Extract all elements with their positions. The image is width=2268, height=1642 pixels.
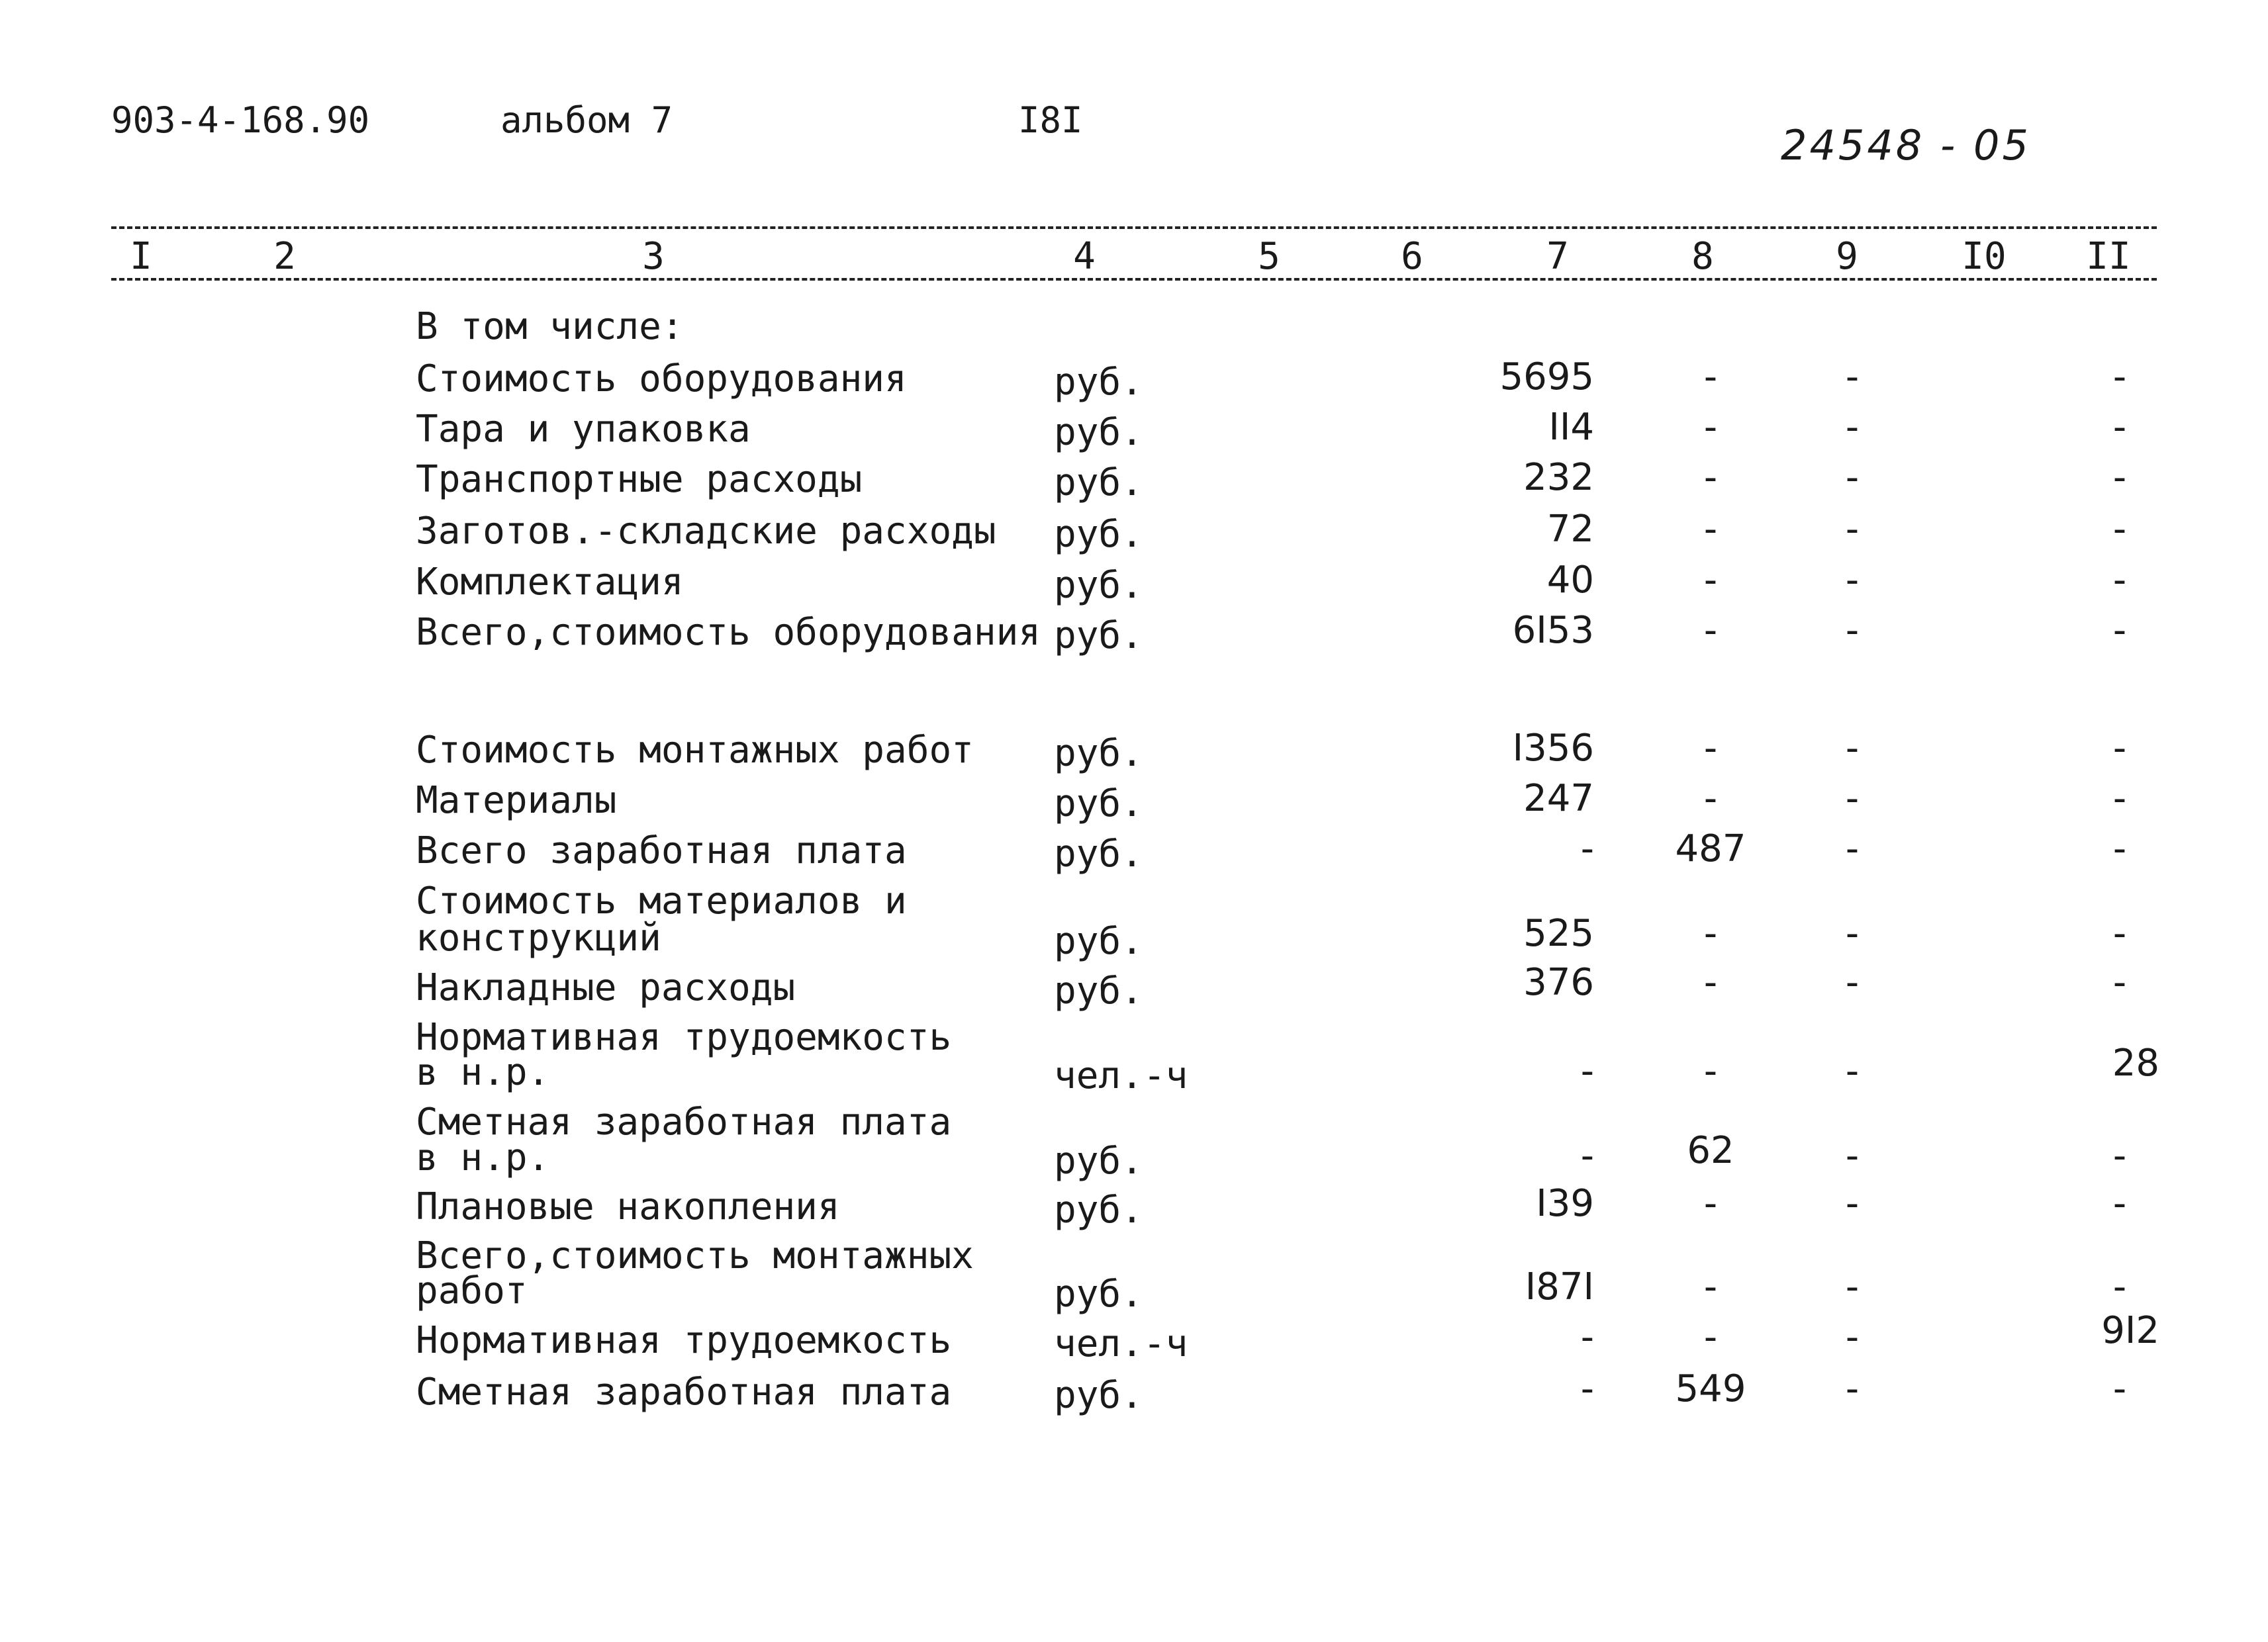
column-header-5: 5 <box>1258 235 1280 278</box>
cell-col8: - <box>1703 777 1718 820</box>
cell-col11: - <box>2112 1265 2127 1308</box>
row-unit: руб. <box>1054 732 1143 775</box>
row-unit: руб. <box>1054 833 1143 876</box>
cell-col11: 9I2 <box>2101 1309 2159 1352</box>
cell-col11: - <box>2112 827 2127 870</box>
cell-col8: - <box>1703 1050 1718 1093</box>
cell-col9: - <box>1845 355 1860 398</box>
cell-col9: - <box>1845 406 1860 449</box>
cell-col8: - <box>1703 727 1718 770</box>
row-label: Стоимость монтажных работ <box>416 729 974 772</box>
row-unit: руб. <box>1054 361 1143 404</box>
column-header-9: 9 <box>1836 235 1858 278</box>
cell-col8: 62 <box>1687 1129 1734 1172</box>
cell-col8: - <box>1703 1182 1718 1225</box>
cell-col7: 6I53 <box>1512 609 1594 652</box>
row-unit: руб. <box>1054 411 1143 454</box>
cell-col11: - <box>2112 508 2127 551</box>
row-label: Тара и упаковка <box>416 408 751 451</box>
row-label: Материалы <box>416 779 617 822</box>
cell-col7: 232 <box>1523 456 1594 499</box>
cell-col9: - <box>1845 559 1860 602</box>
cell-col8: 487 <box>1675 827 1746 870</box>
cell-col9: - <box>1845 727 1860 770</box>
row-unit: руб. <box>1054 782 1143 825</box>
cell-col7: 525 <box>1523 912 1594 955</box>
cell-col9: - <box>1845 508 1860 551</box>
column-header-1: I <box>130 235 152 278</box>
section-title: В том числе: <box>416 305 684 348</box>
cell-col7: 40 <box>1546 559 1594 602</box>
column-header-3: 3 <box>642 235 665 278</box>
cell-col9: - <box>1845 777 1860 820</box>
cell-col8: 549 <box>1675 1367 1746 1410</box>
page-number: I8I <box>1018 99 1083 141</box>
row-unit: руб. <box>1054 513 1143 556</box>
column-header-11: II <box>2086 235 2131 278</box>
row-unit: руб. <box>1054 970 1143 1013</box>
cell-col8: - <box>1703 559 1718 602</box>
cell-col8: - <box>1703 456 1718 499</box>
row-unit: руб. <box>1054 1140 1143 1183</box>
cell-col11: 28 <box>2112 1042 2159 1085</box>
header-bottom-rule <box>111 278 2157 281</box>
cell-col7: - <box>1580 1134 1594 1177</box>
row-label: Сметная заработная плата <box>416 1101 952 1144</box>
document-code: 903-4-168.90 <box>111 99 370 141</box>
cell-col7: 5695 <box>1499 355 1594 398</box>
cell-col11: - <box>2112 609 2127 652</box>
row-label: Нормативная трудоемкость <box>416 1016 952 1059</box>
cell-col8: - <box>1703 961 1718 1004</box>
cell-col7: - <box>1580 1316 1594 1359</box>
row-label: Транспортные расходы <box>416 458 863 501</box>
cell-col7: I39 <box>1536 1182 1594 1225</box>
column-header-10: I0 <box>1961 235 2007 278</box>
cell-col9: - <box>1845 1316 1860 1359</box>
cell-col11: - <box>2112 456 2127 499</box>
cell-col9: - <box>1845 1182 1860 1225</box>
cell-col8: - <box>1703 406 1718 449</box>
row-label-continued: конструкций <box>416 917 661 960</box>
column-header-7: 7 <box>1546 235 1569 278</box>
cell-col11: - <box>2112 355 2127 398</box>
cell-col11: - <box>2112 777 2127 820</box>
cell-col11: - <box>2112 406 2127 449</box>
cell-col9: - <box>1845 827 1860 870</box>
row-unit: руб. <box>1054 461 1143 504</box>
cell-col8: - <box>1703 912 1718 955</box>
cell-col11: - <box>2112 559 2127 602</box>
row-label: Всего,стоимость оборудования <box>416 611 1041 654</box>
cell-col8: - <box>1703 355 1718 398</box>
row-unit: чел.-ч <box>1054 1054 1188 1097</box>
cell-col11: - <box>2112 727 2127 770</box>
column-header-6: 6 <box>1401 235 1423 278</box>
cell-col7: 247 <box>1523 777 1594 820</box>
cell-col11: - <box>2112 961 2127 1004</box>
row-label: Накладные расходы <box>416 966 796 1009</box>
cell-col11: - <box>2112 1367 2127 1410</box>
column-header-2: 2 <box>273 235 296 278</box>
row-unit: руб. <box>1054 564 1143 607</box>
row-unit: руб. <box>1054 1374 1143 1417</box>
cell-col9: - <box>1845 456 1860 499</box>
cell-col9: - <box>1845 1050 1860 1093</box>
cell-col11: - <box>2112 1134 2127 1177</box>
album-label: альбом 7 <box>500 99 673 141</box>
row-label: Нормативная трудоемкость <box>416 1319 952 1362</box>
cell-col8: - <box>1703 1316 1718 1359</box>
row-label: Стоимость материалов и <box>416 880 907 923</box>
row-unit: руб. <box>1054 614 1143 657</box>
cell-col9: - <box>1845 961 1860 1004</box>
row-label: Заготов.-складские расходы <box>416 510 996 553</box>
column-header-8: 8 <box>1691 235 1714 278</box>
cell-col7: II4 <box>1548 406 1594 449</box>
cell-col9: - <box>1845 1134 1860 1177</box>
row-unit: руб. <box>1054 1273 1143 1316</box>
cell-col8: - <box>1703 508 1718 551</box>
row-label: Всего,стоимость монтажных <box>416 1234 974 1277</box>
cell-col8: - <box>1703 609 1718 652</box>
cell-col11: - <box>2112 912 2127 955</box>
cell-col7: - <box>1580 827 1594 870</box>
row-label: Стоимость оборудования <box>416 357 907 400</box>
cell-col8: - <box>1703 1265 1718 1308</box>
cell-col7: I87I <box>1525 1265 1594 1308</box>
row-label: Комплектация <box>416 561 684 604</box>
cell-col9: - <box>1845 912 1860 955</box>
header-top-rule <box>111 226 2157 229</box>
row-label-continued: в н.р. <box>416 1136 550 1179</box>
cell-col9: - <box>1845 1367 1860 1410</box>
cell-col7: - <box>1580 1367 1594 1410</box>
row-unit: руб. <box>1054 1189 1143 1232</box>
cell-col9: - <box>1845 609 1860 652</box>
row-label: Всего заработная плата <box>416 829 907 872</box>
cell-col7: I356 <box>1512 727 1594 770</box>
cell-col9: - <box>1845 1265 1860 1308</box>
cell-col11: - <box>2112 1182 2127 1225</box>
row-unit: чел.-ч <box>1054 1322 1188 1365</box>
cell-col7: 72 <box>1546 508 1594 551</box>
cell-col7: - <box>1580 1050 1594 1093</box>
column-header-4: 4 <box>1073 235 1096 278</box>
cell-col7: 376 <box>1523 961 1594 1004</box>
handwritten-stamp: 24548 - 05 <box>1781 121 2031 169</box>
row-label-continued: в н.р. <box>416 1051 550 1094</box>
row-label: Сметная заработная плата <box>416 1371 952 1414</box>
row-label: Плановые накопления <box>416 1185 840 1228</box>
row-label-continued: работ <box>416 1269 528 1312</box>
row-unit: руб. <box>1054 920 1143 963</box>
